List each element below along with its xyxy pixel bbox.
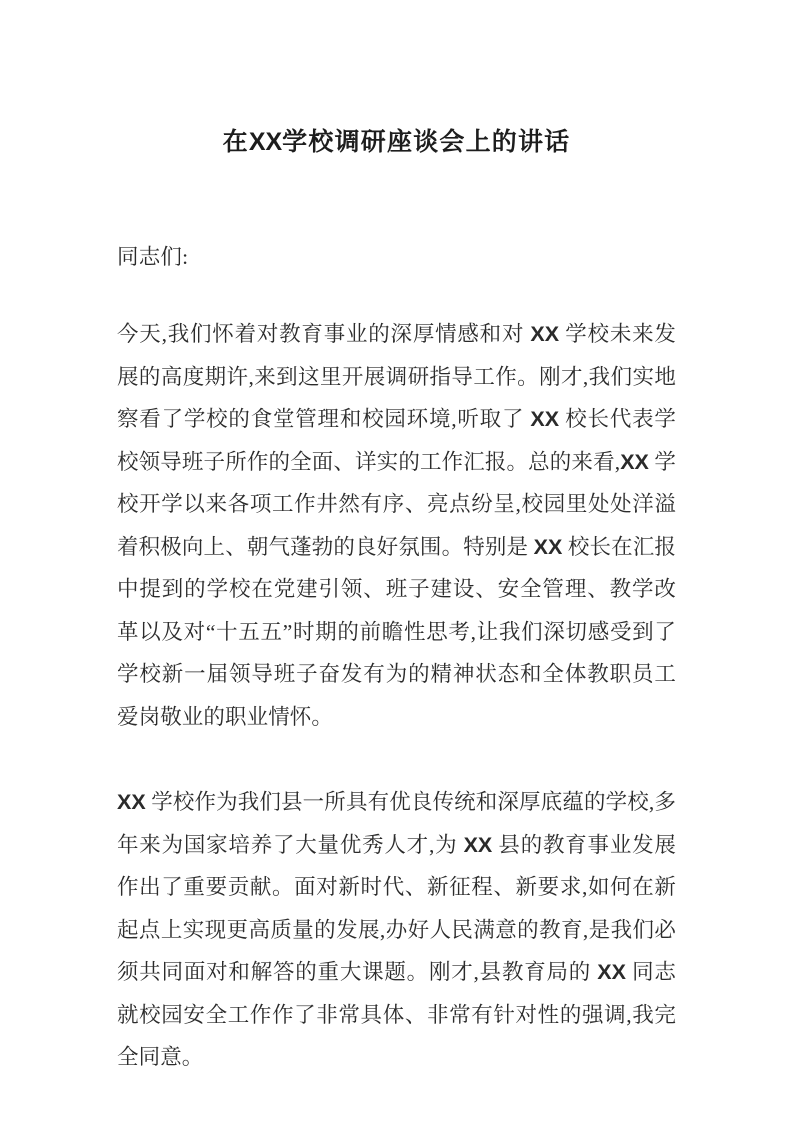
placeholder-token: XX (530, 407, 560, 431)
placeholder-token: XX (597, 960, 626, 984)
salutation: 同志们: (117, 245, 189, 269)
placeholder-token: XX (533, 534, 563, 559)
placeholder-token: XX (248, 128, 283, 156)
body-paragraph-1: 今天,我们怀着对教育事业的深厚情感和对 XX 学校未来发展的高度期许,来到这里开展调研指导工作。刚才,我们实地察看了学校的食堂管理和校园环境,听取了 XX 校长代表学校领导班子所作的全面、详实的工作汇报。总的来看,XX 学校开学以来各项工作井然有序、亮点纷呈,校园里处处洋溢着积极向上、朝气蓬勃的良好氛围。特别是 XX 校长在汇报中提到的学校在党建引领、班子建设、安全管理、教学改革以及对“十五五”时期的前瞻性思考,让我们深切感受到了学校新一届领导班子奋发有为的精神状态和全体教职员工爱岗敬业的职业情怀。 (117, 322, 677, 729)
placeholder-token: XX (530, 322, 560, 346)
placeholder-token: XX (117, 790, 146, 814)
placeholder-token: XX (620, 449, 649, 474)
placeholder-token: XX (463, 832, 493, 857)
body-paragraph-2: XX 学校作为我们县一所具有优良传统和深厚底蕴的学校,多年来为国家培养了大量优秀人才,为 XX 县的教育事业发展作出了重要贡献。面对新时代、新征程、新要求,如何在新起点上实现更高质量的发展,办好人民满意的教育,是我们必须共同面对和解答的重大课题。刚才,县教育局的 XX 同志就校园安全工作作了非常具体、非常有针对性的强调,我完全同意。 (117, 790, 677, 1069)
page-title: 在XX学校调研座谈会上的讲话 (222, 128, 571, 156)
